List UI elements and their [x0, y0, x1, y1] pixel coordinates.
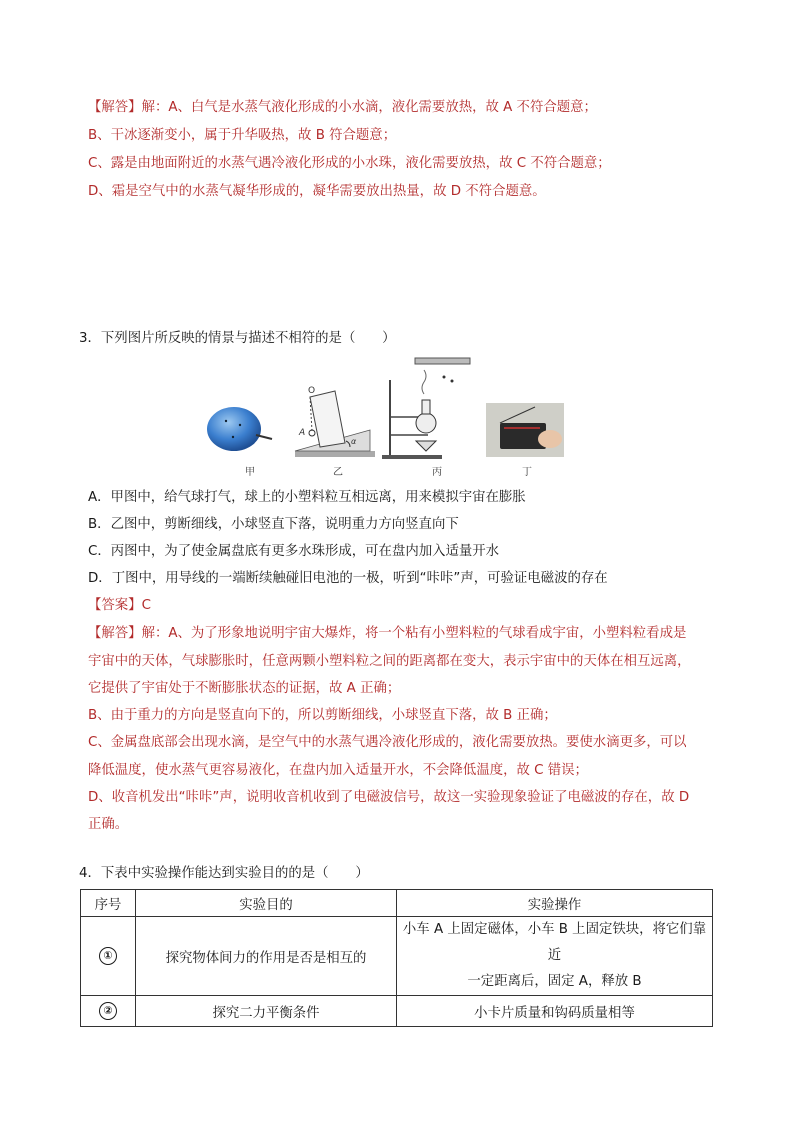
row-no: ① [81, 917, 136, 996]
table-row [81, 917, 713, 996]
answer-value: C [141, 598, 151, 613]
solution-line-8: 正确。 [88, 817, 129, 832]
solution-label: 【解答】 [88, 626, 142, 641]
table-header-row [81, 890, 713, 917]
figure-ding-radio-image [486, 403, 564, 457]
row-no: ② [81, 996, 136, 1027]
solution-line-5: C、金属盘底部会出现水滴，是空气中的水蒸气遇冷液化形成的，液化需要放热。要使水滴更多，可以 [88, 735, 687, 750]
question-4-title: 4．下表中实验操作能达到实验目的的是（ ） [79, 866, 369, 881]
figure-jia-balloon-image [207, 407, 272, 451]
option-c: C．丙图中，为了使金属盘底有更多水珠形成，可在盘内加入适量开水 [88, 544, 500, 559]
table-row [81, 996, 713, 1027]
option-b: B．乙图中，剪断细线，小球竖直下落，说明重力方向竖直向下 [88, 517, 459, 532]
figure-strip [200, 355, 580, 480]
figure-letter-o: O [308, 386, 316, 396]
figure-label-ding: 丁 [522, 467, 532, 478]
answer-line [88, 594, 151, 613]
prev-answer-label: 【解答】 [88, 100, 142, 115]
solution-line-4: B、由于重力的方向是竖直向下的，所以剪断细线，小球竖直下落，故 B 正确； [88, 708, 557, 723]
row-purpose: 探究物体间力的作用是否是相互的 [136, 917, 397, 996]
row-purpose: 探究二力平衡条件 [136, 996, 397, 1027]
row-operation: 小车 A 上固定磁体，小车 B 上固定铁块，将它们靠近 一定距离后，固定 A，释放 B [397, 917, 713, 996]
figure-bing-apparatus-image [382, 358, 470, 459]
answer-label: 【答案】 [88, 598, 142, 613]
solution-line-7: D、收音机发出“咔咔”声，说明收音机收到了电磁波信号，故这一实验现象验证了电磁波的存在，故 D [88, 790, 690, 805]
question-3-title: 3．下列图片所反映的情景与描述不相符的是（ ） [79, 331, 396, 346]
solution-line-6: 降低温度，使水蒸气更容易液化，在盘内加入适量开水，不会降低温度，故 C 错误； [88, 763, 588, 778]
prev-answer-line-4: D、霜是空气中的水蒸气凝华形成的，凝华需要放出热量，故 D 不符合题意。 [88, 184, 546, 199]
header-no: 序号 [81, 890, 136, 917]
solution-line-2: 宇宙中的天体，气球膨胀时，任意两颗小塑料粒之间的距离都在变大，表示宇宙中的天体在相互远离， [88, 654, 691, 669]
figure-yi-incline-image [295, 391, 375, 457]
figure-label-jia: 甲 [245, 467, 255, 478]
solution-line-3: 它提供了宇宙处于不断膨胀状态的证据，故 A 正确； [88, 681, 401, 696]
figure-label-bing: 丙 [432, 467, 442, 478]
option-d: D．丁图中，用导线的一端断续触碰旧电池的一极，听到“咔咔”声，可验证电磁波的存在 [88, 571, 608, 586]
header-purpose: 实验目的 [136, 890, 397, 917]
solution-line-1: 【解答】解：A、为了形象地说明宇宙大爆炸，将一个粘有小塑料粒的气球看成宇宙，小塑料粒看成是 [88, 626, 687, 641]
prev-answer-line-1: 【解答】解：A、白气是水蒸气液化形成的小水滴，液化需要放热，故 A 不符合题意； [88, 100, 597, 115]
header-operation: 实验操作 [397, 890, 713, 917]
row-operation: 小卡片质量和钩码质量相等 [397, 996, 713, 1027]
figure-letter-alpha: α [351, 437, 357, 446]
figure-letter-a: A [299, 428, 306, 438]
question-3-figures [200, 355, 580, 480]
figure-label-yi: 乙 [333, 467, 343, 478]
prev-answer-line-2: B、干冰逐渐变小，属于升华吸热，故 B 符合题意； [88, 128, 397, 143]
experiment-table [80, 889, 713, 1027]
prev-answer-line-3: C、露是由地面附近的水蒸气遇冷液化形成的小水珠，液化需要放热，故 C 不符合题意； [88, 156, 611, 171]
option-a: A．甲图中，给气球打气，球上的小塑料粒互相远离，用来模拟宇宙在膨胀 [88, 490, 526, 505]
